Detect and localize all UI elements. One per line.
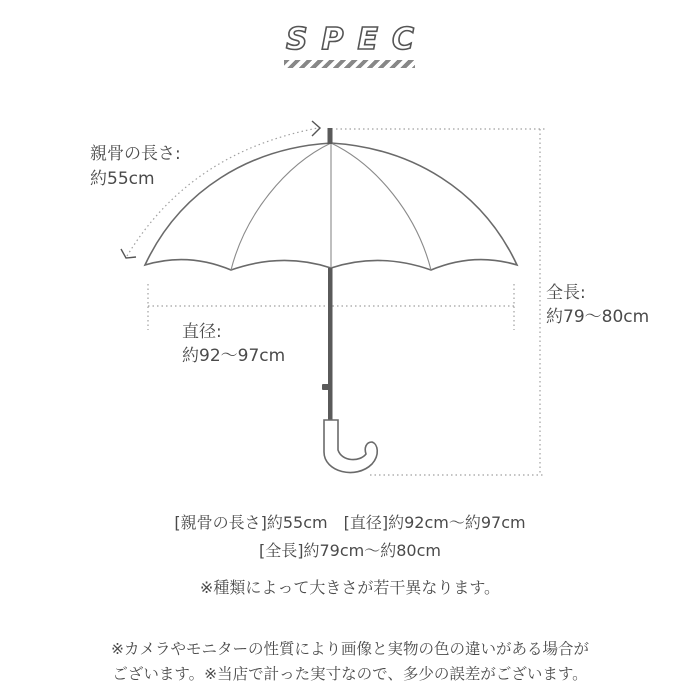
spec-title: SPEC bbox=[285, 22, 429, 57]
rib-arrow-head-bottom bbox=[121, 249, 136, 258]
summary-line-1: [親骨の長さ]約55cm [直径]約92cm～約97cm bbox=[174, 513, 526, 532]
umbrella-handle bbox=[324, 420, 377, 473]
total-length-label: 全長: bbox=[546, 283, 586, 303]
diameter-label: 直径: bbox=[182, 322, 222, 342]
diameter-value: 約92～97cm bbox=[182, 346, 286, 366]
disclaimer-line-1: ※カメラやモニターの性質により画像と実物の色の違いがある場合が bbox=[111, 640, 589, 658]
rib-length-label: 親骨の長さ: bbox=[90, 144, 181, 164]
disclaimer-line-2: ございます。※当店で計った実寸なので、多少の誤差がございます。 bbox=[112, 665, 588, 683]
summary-line-2: [全長]約79cm～約80cm bbox=[259, 541, 441, 560]
rib-length-value: 約55cm bbox=[90, 169, 155, 189]
size-variation-note: ※種類によって大きさが若干異なります。 bbox=[199, 578, 501, 597]
umbrella-tip bbox=[328, 128, 333, 144]
shaft-button bbox=[322, 384, 330, 390]
total-length-value: 約79～80cm bbox=[546, 307, 650, 327]
umbrella-shaft bbox=[328, 268, 333, 420]
